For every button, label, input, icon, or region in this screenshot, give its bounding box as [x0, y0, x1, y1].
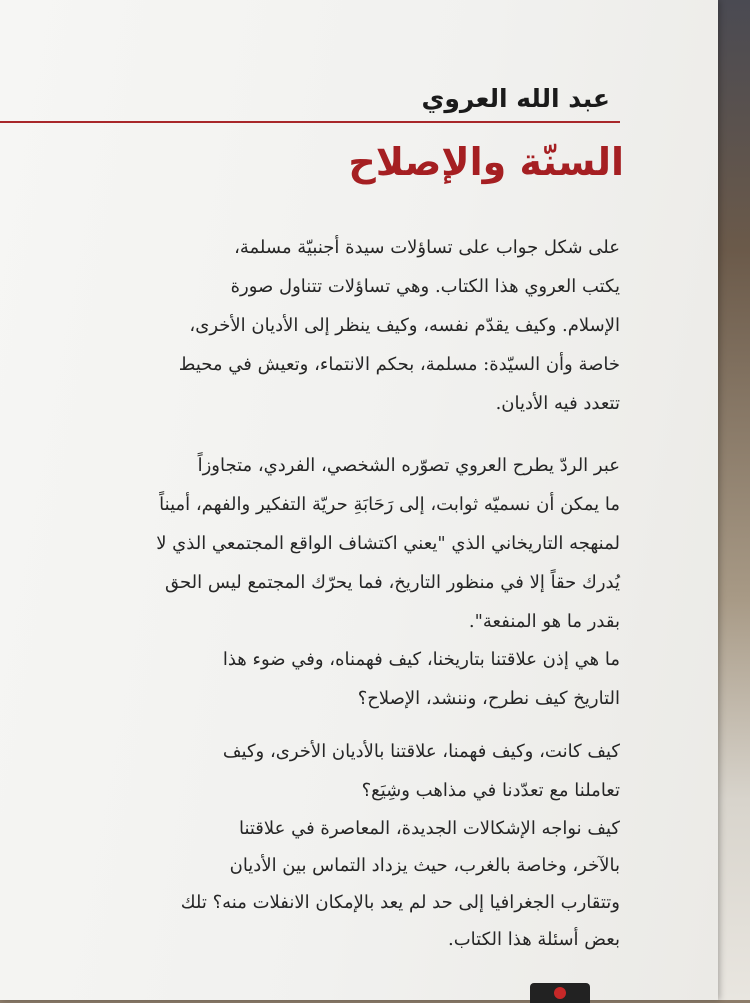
text-line: كيف نواجه الإشكالات الجديدة، المعاصرة في علاقتنا: [238, 818, 620, 839]
text-line: وتتقارب الجغرافيا إلى حد لم يعد بالإمكان الانفلات منه؟ تلك: [180, 892, 620, 913]
blurb-paragraph-1: [179, 228, 620, 423]
text-line: التاريخ كيف نطرح، وننشد، الإصلاح؟: [357, 688, 620, 709]
blurb-paragraph-3: [223, 640, 620, 718]
text-line: الإسلام. وكيف يقدّم نفسه، وكيف ينظر إلى الأديان الأخرى،: [189, 315, 620, 336]
text-line: بالآخر، وخاصة بالغرب، حيث يزداد التماس بين الأديان: [229, 855, 620, 876]
text-line: يكتب العروي هذا الكتاب. وهي تساؤلات تتناول صورة: [230, 276, 620, 297]
text-line: على شكل جواب على تساؤلات سيدة أجنبيّة مسلمة،: [234, 237, 620, 258]
book-title: السنّة والإصلاح: [348, 140, 624, 184]
text-line: يُدرك حقاً إلا في منظور التاريخ، فما يحرّك المجتمع ليس الحق: [165, 572, 620, 593]
text-line: كيف كانت، وكيف فهمنا، علاقتنا بالأديان الأخرى، وكيف: [222, 741, 620, 762]
text-line: ما هي إذن علاقتنا بتاريخنا، كيف فهمناه، وفي ضوء هذا: [222, 649, 620, 670]
text-line: عبر الردّ يطرح العروي تصوّره الشخصي، الفردي، متجاوزاً: [197, 455, 620, 476]
author-name: عبد الله العروي: [421, 84, 610, 113]
publisher-logo-icon: [554, 987, 566, 999]
blurb-paragraph-5: [181, 810, 620, 958]
text-line: تعاملنا مع تعدّدنا في مذاهب وشِيَع؟: [361, 780, 620, 801]
blurb-paragraph-4: [223, 732, 620, 810]
text-line: لمنهجه التاريخاني الذي "يعني اكتشاف الواقع المجتمعي الذي لا: [156, 533, 620, 554]
text-line: خاصة وأن السيّدة: مسلمة، بحكم الانتماء، وتعيش في محيط: [178, 354, 620, 375]
text-line: بقدر ما هو المنفعة".: [468, 611, 620, 632]
text-line: تتعدد فيه الأديان.: [495, 393, 620, 414]
text-line: بعض أسئلة هذا الكتاب.: [448, 929, 620, 950]
publisher-logo: [530, 983, 590, 1003]
blurb-paragraph-2: [156, 446, 620, 641]
title-divider: [0, 121, 620, 123]
text-line: ما يمكن أن نسميّه ثوابت، إلى رَحَابَةِ حريّة التفكير والفهم، أميناً: [159, 494, 620, 515]
